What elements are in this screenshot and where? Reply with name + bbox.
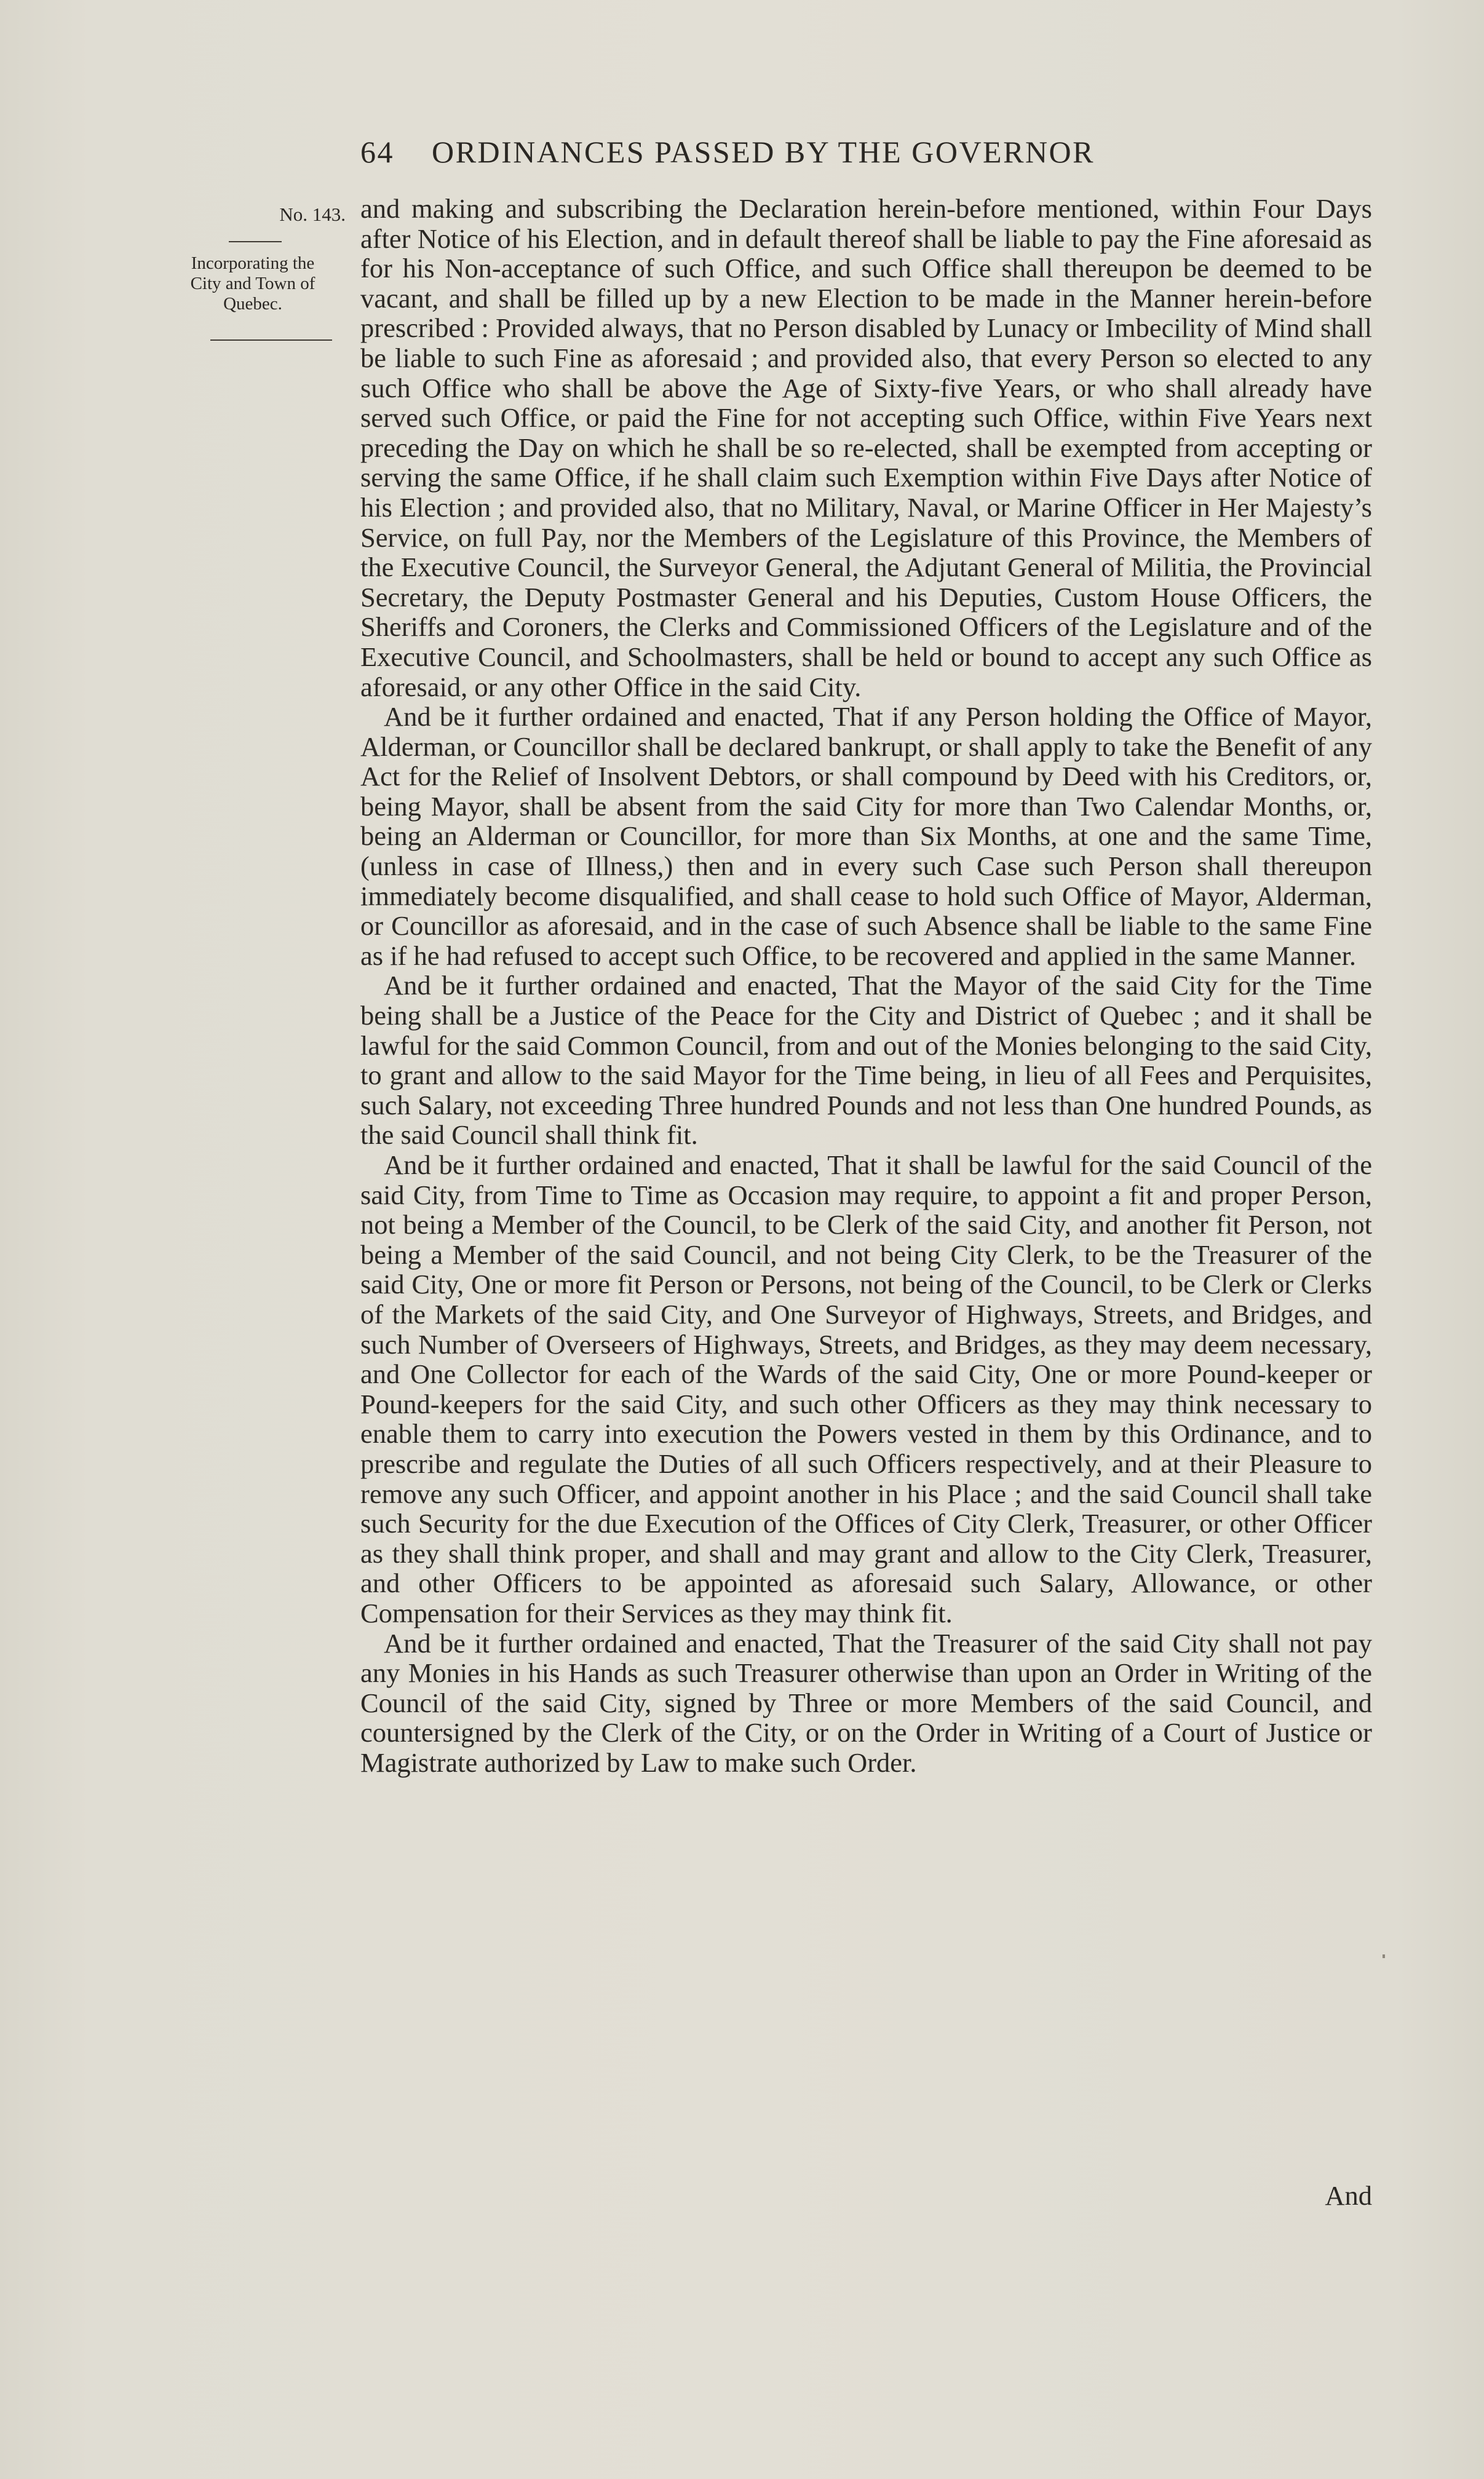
paragraph: And be it further ordained and enacted, That the Mayor of the said City for the Time being shall be a Justice of the Peace for the City and District of Quebec ; and it shall be lawful for the said Common Council, from and out of the Monies belonging to the said City, to grant and allow to the said Mayor for the Time being, in lieu of all Fees and Perquisites, such Salary, not exceeding Three hundred Pounds and not less than One hundred Pounds, as the said Council shall think fit. (360, 970, 1372, 1151)
body-text (360, 194, 1372, 1777)
page-title: ORDINANCES PASSED BY THE GOVERNOR (432, 135, 1095, 169)
running-head (360, 130, 1228, 173)
paragraph: and making and subscribing the Declaration herein-before mentioned, within Four Days after Notice of his Election, and in default thereof shall be liable to pay the Fine aforesaid as for his Non-acceptance of such Office, and such Office shall thereupon be deemed to be vacant, and shall be filled up by a new Election to be made in the Manner herein-before prescribed : Provided always, that no Person disabled by Lunacy or Imbecility of Mind shall be liable to such Fine as aforesaid ; and provided also, that every Person so elected to any such Office who shall be above the Age of Sixty-five Years, or who shall already have served such Office, or paid the Fine for not accepting such Office, within Five Years next preceding the Day on which he shall be so re-elected, shall be exempted from accepting or serving the same Office, if he shall claim such Exemption within Five Days after Notice of his Election ; and provided also, that no Military, Naval, or Marine Officer in Her Majesty’s Service, on full Pay, nor the Members of the Legislature of this Province, the Members of the Executive Council, the Surveyor General, the Adjutant General of Militia, the Provincial Secretary, the Deputy Postmaster General and his Deputies, Custom House Officers, the Sheriffs and Coroners, the Clerks and Commissioned Officers of the Legislature and of the Executive Council, and Schoolmasters, shall be held or bound to accept any such Office as aforesaid, or any other Office in the said City. (360, 193, 1372, 702)
paragraph: And be it further ordained and enacted, That it shall be lawful for the said Council of the said City, from Time to Time as Occasion may require, to appoint a fit and proper Person, not being a Member of the Council, to be Clerk of the said City, and another fit Person, not being a Member of the said Council, and not being City Clerk, to be the Treasurer of the said City, One or more fit Person or Persons, not being of the Council, to be Clerk or Clerks of the Markets of the said City, and One Surveyor of Highways, Streets, and Bridges, and such Number of Overseers of Highways, Streets, and Bridges, as they may deem necessary, and One Collector for each of the Wards of the said City, One or more Pound-keeper or Pound-keepers for the said City, and such other Officers as they may think necessary to enable them to carry into execution the Powers vested in them by this Ordinance, and to prescribe and regulate the Duties of all such Officers respectively, and at their Pleasure to remove any such Officer, and appoint another in his Place ; and the said Council shall take such Security for the due Execution of the Offices of City Clerk, Treasurer, or other Officer as they shall think proper, and shall and may grant and allow to the City Clerk, Treasurer, and other Officers to be appointed as aforesaid such Salary, Allowance, or other Compensation for their Services as they may think fit. (360, 1149, 1372, 1628)
margin-note-line: City and Town of (190, 274, 315, 293)
catchword: And (1325, 2180, 1372, 2211)
margin-long-rule (210, 339, 332, 341)
ordinance-number: No. 143. (279, 204, 346, 225)
margin-note-line: Incorporating the (191, 253, 315, 273)
margin-short-rule (229, 241, 282, 242)
page-speck (1383, 1954, 1385, 1958)
margin-note-line: Quebec. (223, 294, 282, 314)
paragraph: And be it further ordained and enacted, That the Treasurer of the said City shall not pay any Monies in his Hands as such Treasurer otherwise than upon an Order in Writing of the Council of the said City, signed by Three or more Members of the said Council, and countersigned by the Clerk of the City, or on the Order in Writing of a Court of Justice or Magistrate authorized by Law to make such Order. (360, 1627, 1372, 1778)
paragraph: And be it further ordained and enacted, That if any Person holding the Office of Mayor, Alderman, or Councillor shall be declared bankrupt, or shall apply to take the Benefit of any Act for the Relief of Insolvent Debtors, or shall compound by Deed with his Creditors, or, being Mayor, shall be absent from the said City for more than Two Calendar Months, or, being an Alderman or Councillor, for more than Six Months, at one and the same Time, (unless in case of Illness,) then and in every such Case such Person shall thereupon immediately become disqualified, and shall cease to hold such Office of Mayor, Alderman, or Councillor as aforesaid, and in the case of such Absence shall be liable to the same Fine as if he had refused to accept such Office, to be recovered and applied in the same Manner. (360, 701, 1372, 971)
margin-note (164, 253, 342, 314)
page-number: 64 (360, 135, 394, 169)
